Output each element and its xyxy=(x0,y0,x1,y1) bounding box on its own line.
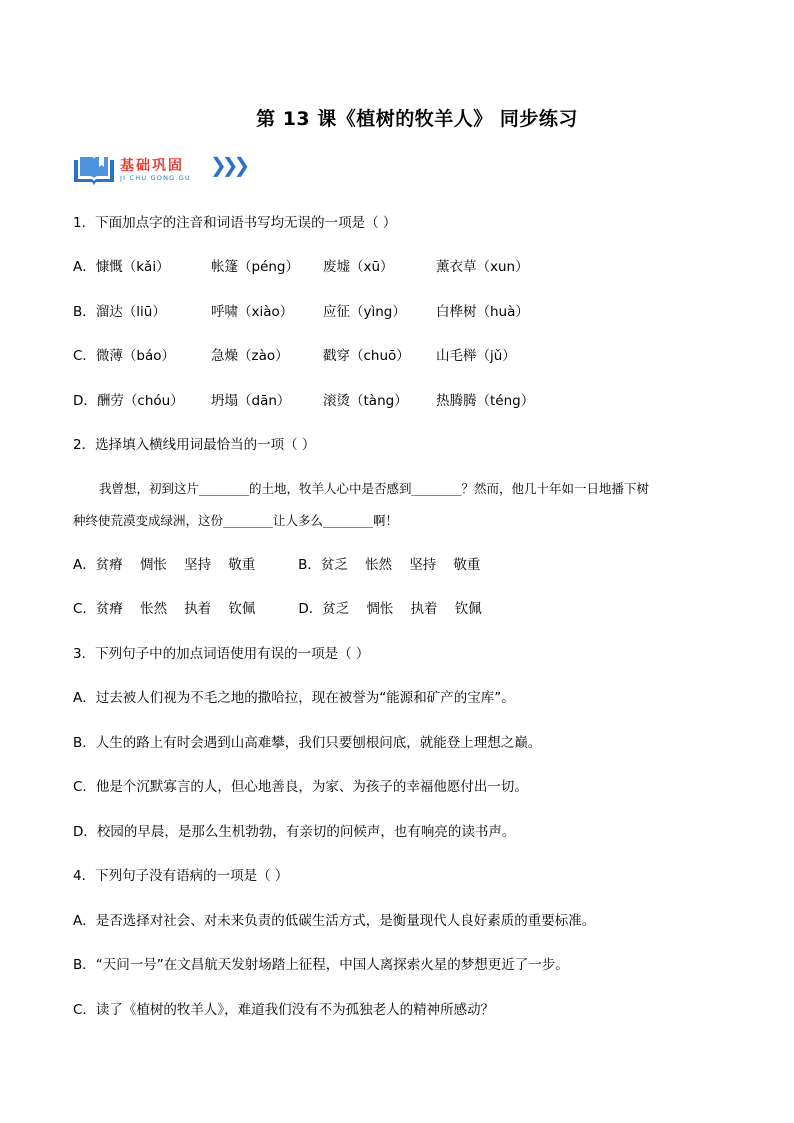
q1-option-c-3: 戳穿（chuō） xyxy=(323,348,410,364)
question-1-stem: 1．下面加点字的注音和词语书写均无误的一项是（ ） xyxy=(73,215,397,231)
q3-option-c: C．他是个沉默寡言的人，但心地善良，为家、为孩子的幸福他愿付出一切。 xyxy=(73,779,528,795)
q2-passage-line-2: 种终使荒漠变成绿洲，这份________让人多么________啊！ xyxy=(73,513,399,528)
section-pinyin: JI CHU GONG GU xyxy=(120,174,191,182)
q1-option-c-1: C．微薄（báo） xyxy=(73,348,176,364)
chevron-right-icon: ❯❯❯ xyxy=(210,153,246,177)
q1-option-c-4: 山毛榉（jǔ） xyxy=(436,348,516,364)
book-icon xyxy=(72,154,116,186)
q1-option-a-1: A．慷慨（kǎi） xyxy=(73,259,170,275)
q4-option-a: A．是否选择对社会、对未来负责的低碳生活方式，是衡量现代人良好素质的重要标准。 xyxy=(73,913,596,929)
q1-option-d-2: 坍塌（dān） xyxy=(211,393,291,409)
question-4-stem: 4．下列句子没有语病的一项是（ ） xyxy=(73,868,289,884)
q2-options-row-1: A．贫瘠 惆怅 坚持 敬重 B．贫乏 怅然 坚持 敬重 xyxy=(73,557,481,573)
q2-passage-line-1: 我曾想，初到这片________的土地，牧羊人心中是否感到________？然而，他几十年如一日地播下树 xyxy=(99,481,650,496)
q1-option-d-3: 滚烫（tàng） xyxy=(323,393,408,409)
q1-option-a-3: 废墟（xū） xyxy=(323,259,394,275)
q2-options-row-2: C．贫瘠 怅然 执着 钦佩 D．贫乏 惆怅 执着 钦佩 xyxy=(73,601,482,617)
q1-option-b-4: 白桦树（huà） xyxy=(436,304,529,320)
q3-option-b: B．人生的路上有时会遇到山高难攀，我们只要刨根问底，就能登上理想之巅。 xyxy=(73,735,542,751)
question-3-stem: 3．下列句子中的加点词语使用有误的一项是（ ） xyxy=(73,646,370,662)
q3-option-d: D．校园的早晨，是那么生机勃勃，有亲切的问候声，也有响亮的读书声。 xyxy=(73,824,516,840)
q1-option-c-2: 急燥（zào） xyxy=(211,348,289,364)
q4-option-c: C．读了《植树的牧羊人》，难道我们没有不为孤独老人的精神所感动？ xyxy=(73,1002,495,1018)
q1-option-b-1: B．溜达（liū） xyxy=(73,304,166,320)
q1-option-d-1: D．酬劳（chóu） xyxy=(73,393,184,409)
section-label: 基础巩固 xyxy=(120,158,184,174)
q1-option-b-3: 应征（yìng） xyxy=(323,304,406,320)
q3-option-a: A．过去被人们视为不毛之地的撒哈拉，现在被誉为“能源和矿产的宝库”。 xyxy=(73,690,515,706)
question-2-stem: 2．选择填入横线用词最恰当的一项（ ） xyxy=(73,437,316,453)
q1-option-a-2: 帐篷（péng） xyxy=(211,259,300,275)
section-banner xyxy=(72,150,252,190)
q4-option-b: B．“天问一号”在文昌航天发射场踏上征程，中国人离探索火星的梦想更近了一步。 xyxy=(73,957,569,973)
q1-option-b-2: 呼啸（xiào） xyxy=(211,304,294,320)
q1-option-d-4: 热腾腾（téng） xyxy=(436,393,535,409)
page-title: 第 13 课《植树的牧羊人》 同步练习 xyxy=(256,108,578,130)
q1-option-a-4: 薰衣草（xun） xyxy=(436,259,529,275)
